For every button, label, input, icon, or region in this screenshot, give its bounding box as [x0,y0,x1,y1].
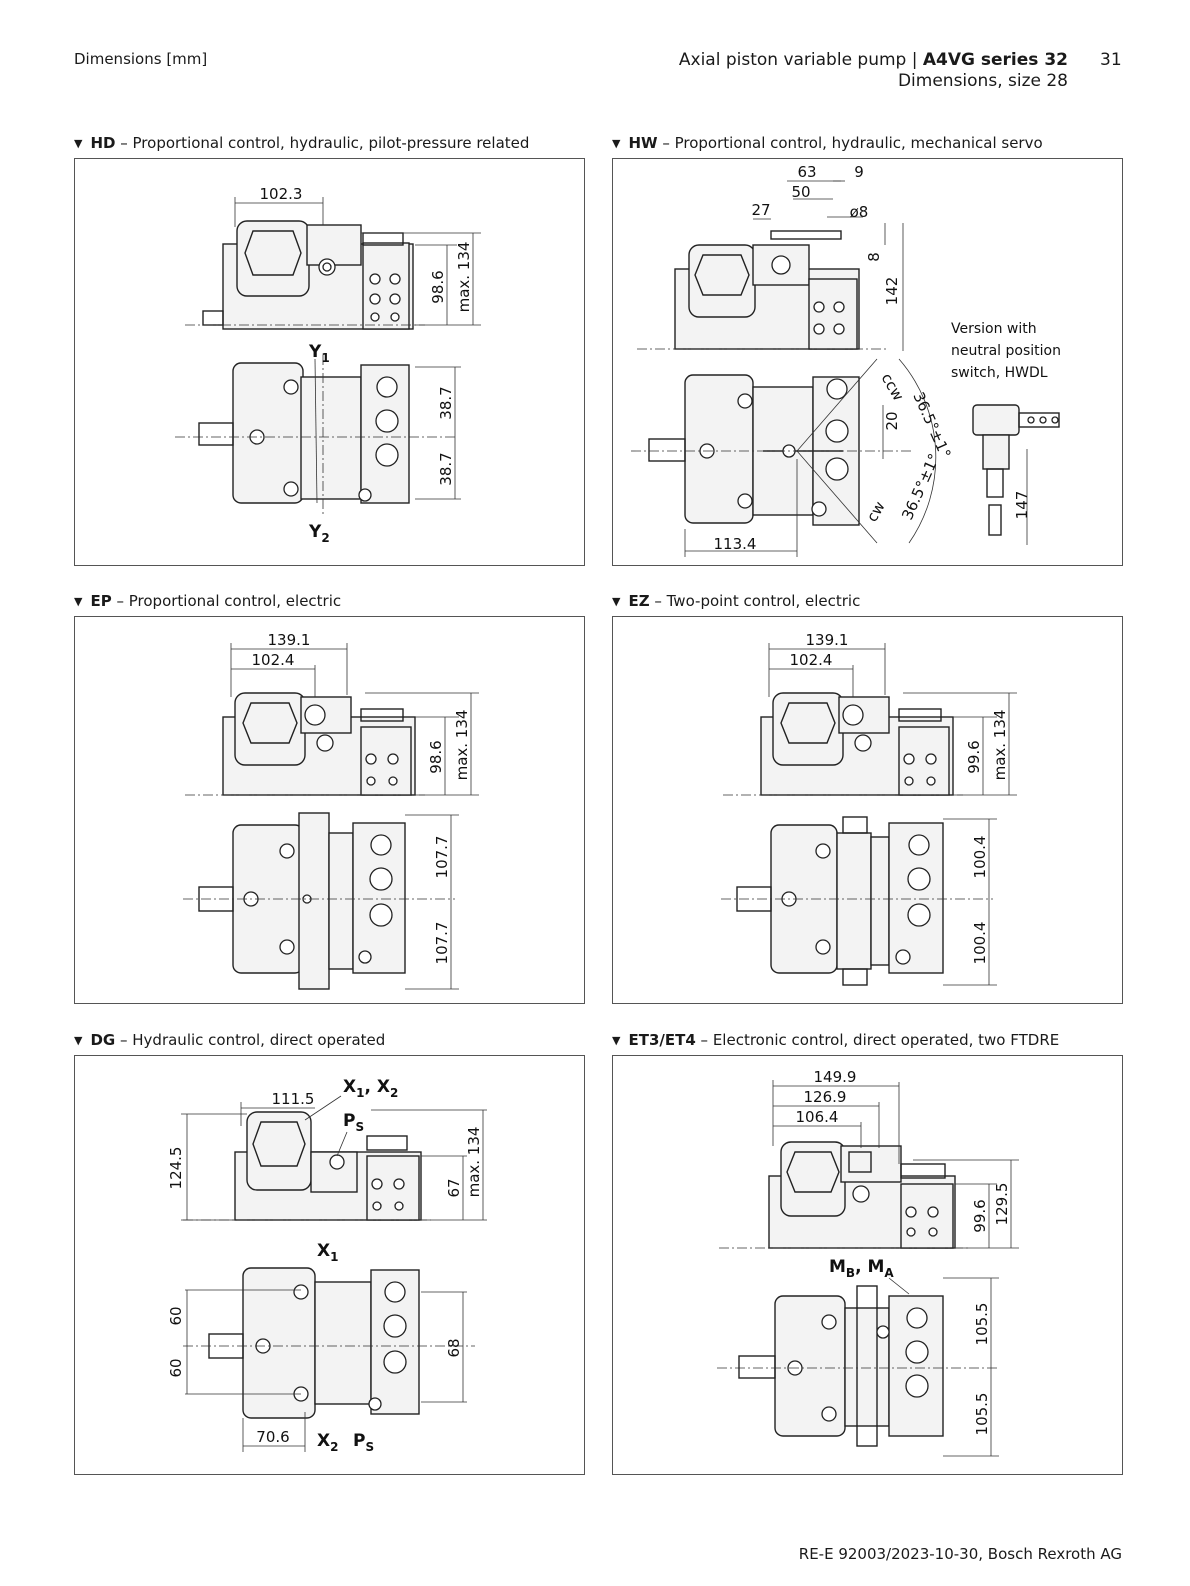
hd-drawing [75,159,584,565]
dim-max-134: max. 134 [465,1126,483,1198]
dim-60-top: 60 [167,1306,185,1326]
note-line-3: switch, HWDL [951,365,1048,381]
section-code: EZ [628,592,650,610]
dim-107-7-top: 107.7 [433,835,451,879]
section-hd [74,134,585,545]
side-view [185,693,425,795]
label-ccw: ccw [877,370,908,404]
dim-max-134: max. 134 [453,709,471,781]
label-x1: $X_1$ [317,1241,339,1264]
section-ep [74,592,585,965]
dim-63: 63 [797,163,817,181]
section-code: ET3/ET4 [628,1031,696,1049]
dim-105-5-bottom: 105.5 [973,1392,991,1436]
header-left: Dimensions [mm] [74,50,208,68]
label-x1-x2: $X_1$, $X_2$ [343,1077,399,1100]
note-line-2: neutral position [951,343,1061,359]
label-x2: $X_2$ [317,1431,339,1454]
dim-139-1: 139.1 [267,631,311,649]
dim-70-6: 70.6 [256,1428,290,1446]
dim-124-5: 124.5 [167,1146,185,1190]
dim-38-7-bottom: 38.7 [437,452,455,486]
dim-max-134: max. 134 [991,709,1009,781]
dim-107-7-bottom: 107.7 [433,921,451,965]
side-view [723,693,963,795]
dim-27: 27 [751,201,771,219]
dim-113-4: 113.4 [713,535,757,553]
dim-142: 142 [883,276,901,306]
triangle-bullet-icon: ▼ [612,1034,621,1047]
section-code: DG [90,1031,116,1049]
header-right [679,50,1068,92]
triangle-bullet-icon: ▼ [612,137,621,150]
page-number: 31 [1100,50,1122,70]
side-view [183,1112,431,1220]
dim-111-5: 111.5 [271,1090,315,1108]
dim-67: 67 [445,1178,463,1198]
drawing-frame [74,616,585,1004]
section-description: – Proportional control, electric [111,592,342,610]
section-description: – Proportional control, hydraulic, pilot-pressure related [115,134,530,152]
dim-38-7-top: 38.7 [437,386,455,420]
dim-147: 147 [1013,490,1031,520]
dim-60-bottom: 60 [167,1358,185,1378]
section-dg [74,1031,585,1454]
hw-drawing [613,159,1122,565]
drawing-frame [74,158,585,566]
label-mb-ma: $M_B$, $M_A$ [829,1257,894,1280]
section-description: – Proportional control, hydraulic, mechanical servo [657,134,1043,152]
triangle-bullet-icon: ▼ [74,1034,83,1047]
dim-100-4-bottom: 100.4 [971,921,989,965]
section-ez [612,592,1123,965]
dim-angle-upper: 36.5°±1° [909,389,955,462]
section-code: EP [90,592,112,610]
section-description: – Hydraulic control, direct operated [115,1031,386,1049]
drawing-frame [612,616,1123,1004]
dim-100-4-top: 100.4 [971,835,989,879]
note-line-1: Version with [951,321,1037,337]
et-drawing [613,1056,1122,1474]
label-y2: $Y_2$ [309,522,330,545]
top-view [183,813,455,989]
section-code: HW [628,134,658,152]
dim-9: 9 [854,163,864,181]
header-subtitle: Dimensions, size 28 [897,71,1068,91]
dim-139-1: 139.1 [805,631,849,649]
dim-129-5: 129.5 [993,1182,1011,1226]
side-view [185,221,425,329]
label-ps-top: $P_S$ [343,1111,365,1134]
footer: RE-E 92003/2023-10-30, Bosch Rexroth AG [798,1545,1122,1563]
triangle-bullet-icon: ▼ [612,595,621,608]
label-y1: $Y_1$ [309,342,330,365]
dim-50: 50 [791,183,811,201]
dim-102-4: 102.4 [251,651,295,669]
side-view [719,1142,969,1248]
dim-149-9: 149.9 [813,1068,857,1086]
triangle-bullet-icon: ▼ [74,595,83,608]
header-product-series: A4VG series 32 [922,50,1068,70]
drawing-frame [612,1055,1123,1475]
label-cw: cw [862,498,889,525]
dim-99-6: 99.6 [965,740,983,774]
dg-drawing [75,1056,584,1474]
drawing-frame [612,158,1123,566]
dim-angle-lower: 36.5°±1° [898,450,944,523]
dim-20: 20 [883,411,901,431]
dim-max-134: max. 134 [455,241,473,313]
dim-126-9: 126.9 [803,1088,847,1106]
top-view [183,1268,475,1418]
header-product-prefix: Axial piston variable pump | [678,50,923,70]
side-view [637,231,889,349]
dim-68: 68 [445,1338,463,1358]
ez-drawing [613,617,1122,1003]
section-code: HD [90,134,116,152]
dim-d8: ø8 [849,203,869,221]
top-view [721,817,993,985]
dim-99-6: 99.6 [971,1199,989,1233]
dim-98-6: 98.6 [427,740,445,774]
dim-102-4: 102.4 [789,651,833,669]
label-ps-bottom: $P_S$ [353,1431,375,1454]
dim-98-6: 98.6 [429,270,447,304]
dim-8: 8 [865,252,883,262]
top-view [717,1286,999,1446]
section-hw [612,134,1123,553]
dim-105-5-top: 105.5 [973,1302,991,1346]
triangle-bullet-icon: ▼ [74,137,83,150]
dim-106-4: 106.4 [795,1108,839,1126]
section-description: – Electronic control, direct operated, two FTDRE [695,1031,1060,1049]
section-description: – Two-point control, electric [649,592,861,610]
drawing-frame [74,1055,585,1475]
dim-102-3: 102.3 [259,185,303,203]
ep-drawing [75,617,584,1003]
section-et [612,1031,1123,1436]
